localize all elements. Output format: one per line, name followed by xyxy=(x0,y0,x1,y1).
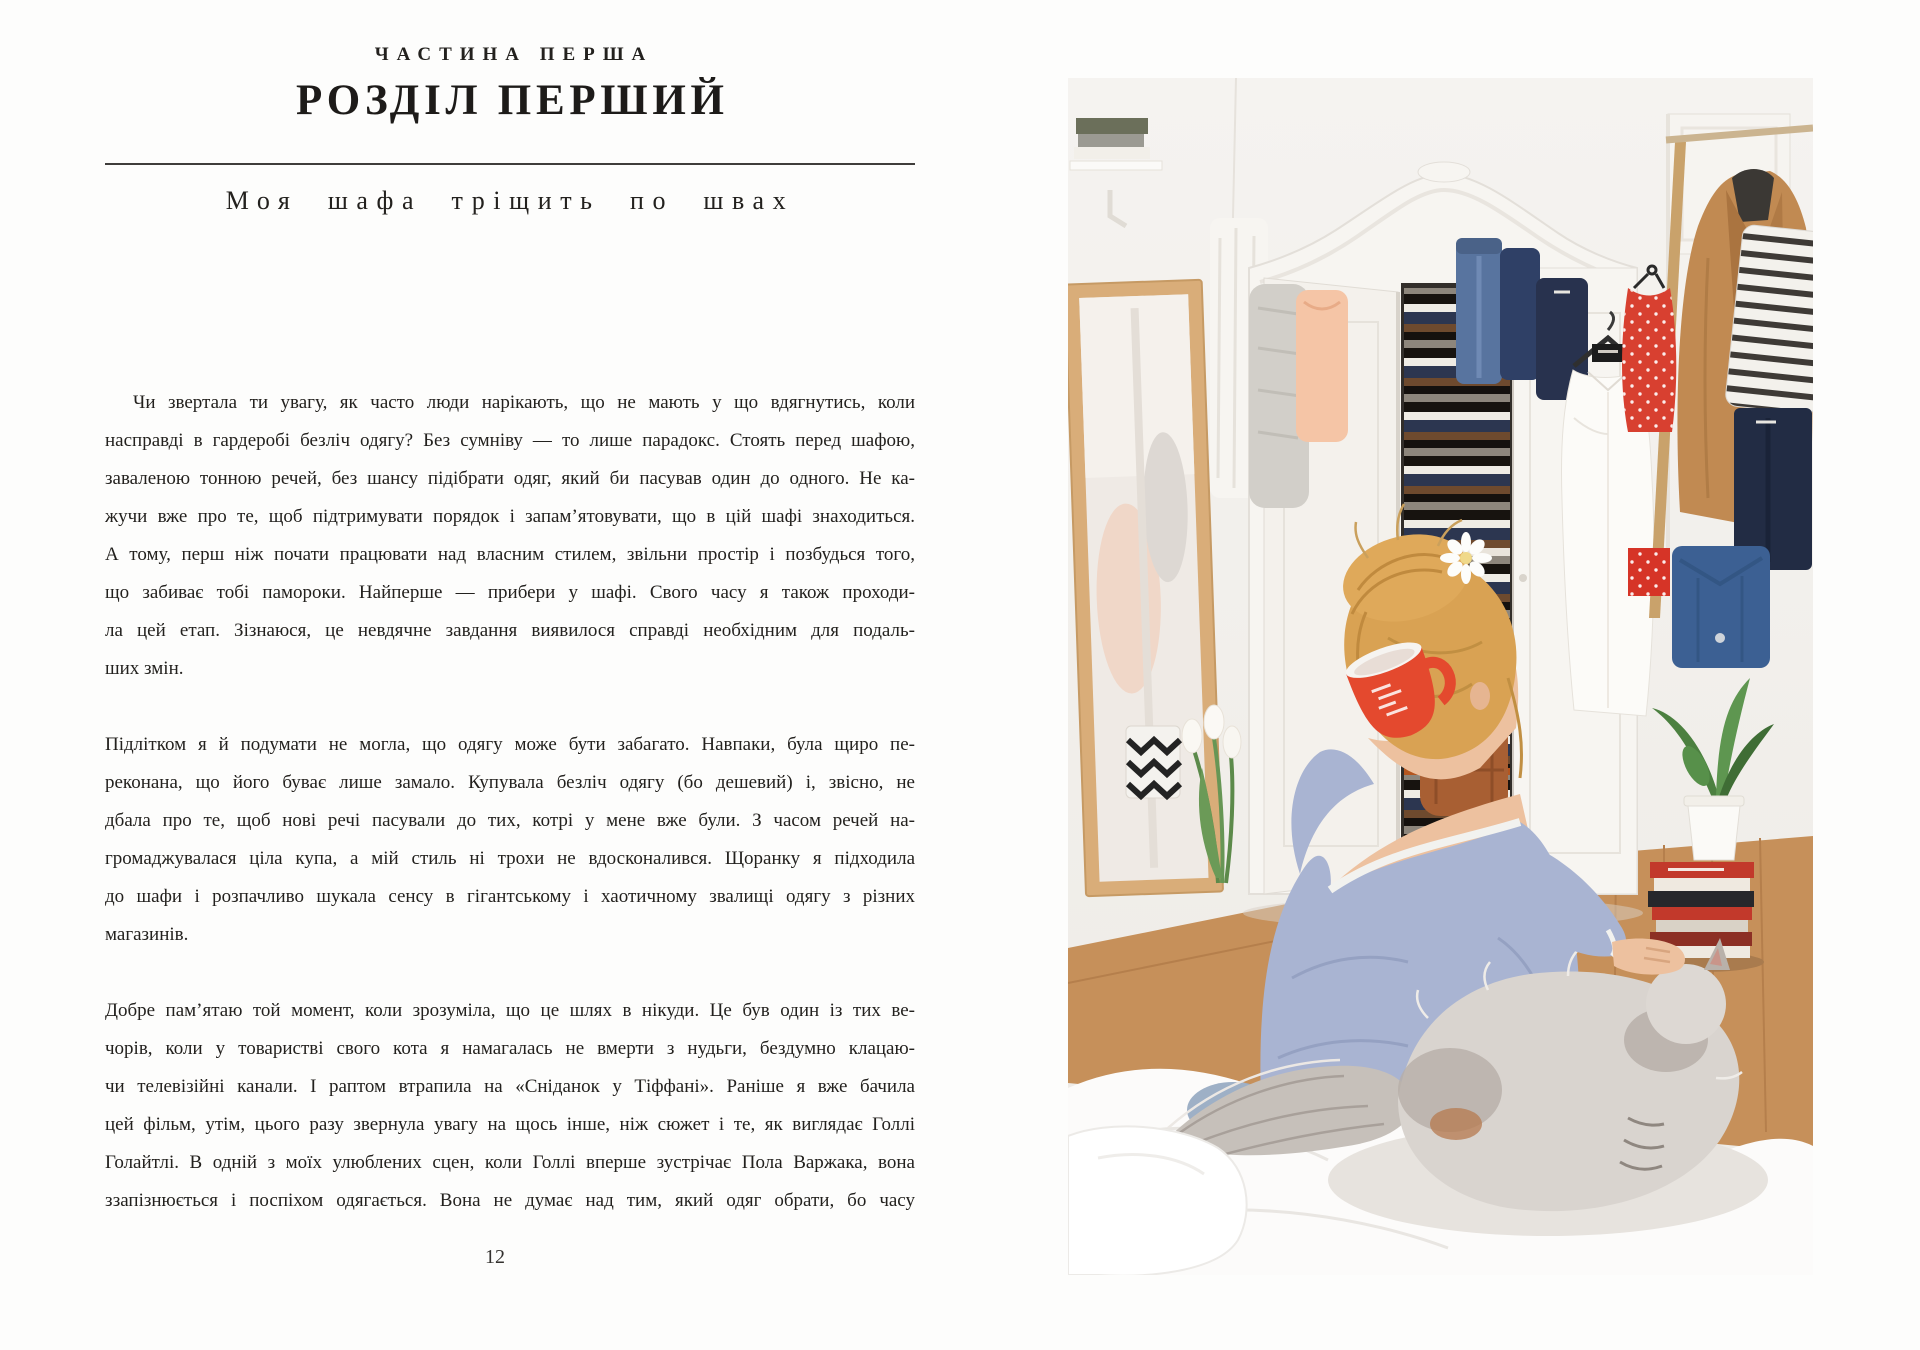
paragraph: Добре пам’ятаю той момент, коли зрозуміла, що це шлях в нікуди. Це був один із тих ве- чорів, коли у товаристві свого кота я намагалась не вмерти з нудьги, бездумно клацаю- чи телевізійні канали. І раптом втрапила на «Сніданок у Тіффані». Раніше я вже бачила цей фільм, утім, цього разу звернула увагу на щось інше, ніж сюжет і те, як виглядає Голлі Голайтлі. В одній з моїх улюблених сцен, коли Голлі вперше зустрічає Пола Варжака, вона ззапізнюється і поспіхом одягається. Вона не думає над тим, який одяг обрати, бо часу xyxy=(105,1000,915,1211)
part-label: ЧАСТИНА ПЕРША xyxy=(374,44,654,65)
left-page-header xyxy=(105,44,915,125)
body-text xyxy=(105,384,915,1258)
paragraph: Підлітком я й подумати не могла, що одягу може бути забагато. Навпаки, була щиро пе- реконана, що його буває лише замало. Купувала безліч одягу (бо дешевий) і, звісно, не дбала про те, щоб нові речі пасували до тих, котрі у мене вже були. З часом речей на- громаджувалася ціла купа, а мій стиль ні трохи не вдосконалився. Щоранку я підходила до шафи і розпачливо шукала сенсу в гігантському і хаотичному звалищі одягу з різних магазинів. xyxy=(105,734,915,945)
chevron-bag xyxy=(1126,726,1180,798)
chapter-subtitle: Моя шафа тріщить по швах xyxy=(225,186,795,215)
pillow xyxy=(1068,1126,1247,1275)
photo xyxy=(1068,78,1813,1275)
page-number: 12 xyxy=(485,1246,505,1268)
paragraph: Чи звертала ти увагу, як часто люди нарікають, що не мають у що вдягнутись, коли насправді в гардеробі безліч одягу? Без сумніву — то лише парадокс. Стоять перед шафою, заваленою тонною речей, без шансу підібрати одяг, який би пасував один до одного. Не ка- жучи вже про те, щоб підтримувати порядок і запам’ятовувати, що в цій шафі знаходиться. А тому, перш ніж почати працювати над власним стилем, звільни простір і позбудься того, що забиває тобі памороки. Найперше — прибери у шафі. Свого часу я також проходи- ла цей етап. Зізнаюся, це невдячне завдання виявилося справді необхідним для подаль- ших змін. xyxy=(105,392,915,679)
ear xyxy=(1470,682,1490,710)
divider-rule xyxy=(105,163,915,165)
peach-top xyxy=(1296,290,1348,442)
navy-trousers xyxy=(1734,408,1812,570)
chapter-title: РОЗДІЛ ПЕРШИЙ xyxy=(296,77,729,124)
